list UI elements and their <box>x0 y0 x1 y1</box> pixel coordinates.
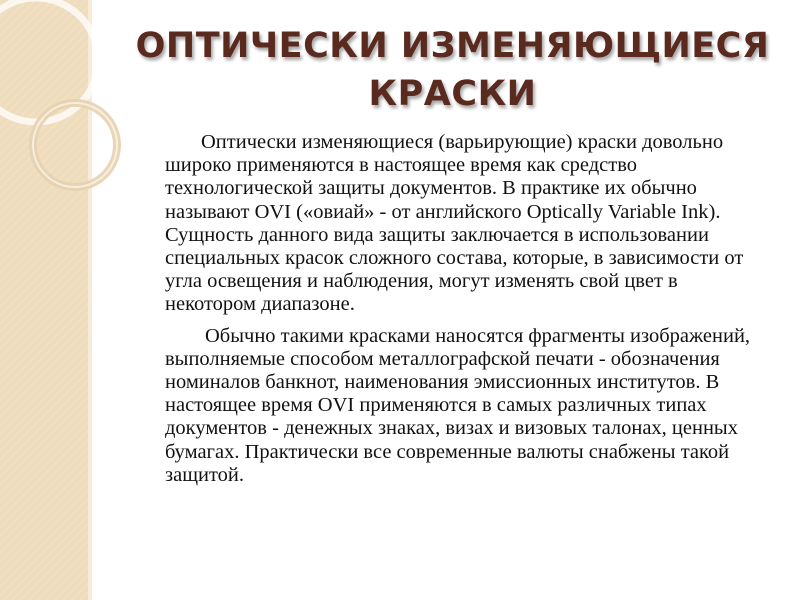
side-band-edge <box>88 0 92 600</box>
slide-title-line-2: КРАСКИ <box>368 74 537 114</box>
slide-title-line-1: ОПТИЧЕСКИ ИЗМЕНЯЮЩИЕСЯ <box>135 26 770 66</box>
slide-title <box>120 22 785 118</box>
body-paragraph-1: Оптически изменяющиеся (варьирующие) краски довольно широко применяются в настоящее время как средство технологической защиты документов. В практике их обычно называют OVI («овиай» - от английского Optically Variable Ink). Сущность данного вида защиты заключается в использовании специальных красок сложного состава, которые, в зависимости от угла освещения и наблюдения, могут изменять свой цвет в некотором диапазоне. <box>165 131 744 316</box>
decorative-side-band <box>0 0 88 600</box>
body-paragraph-2: Обычно такими красками наносятся фрагменты изображений, выполняемые способом металлографской печати - обозначения номиналов банкнот, наименования эмиссионных институтов. В настоящее время OVI применяются в самых различных типах документов - денежных знаках, визах и визовых талонах, ценных бумагах. Практически все современные валюты снабжены такой защитой. <box>165 324 751 486</box>
slide-body <box>165 131 770 495</box>
